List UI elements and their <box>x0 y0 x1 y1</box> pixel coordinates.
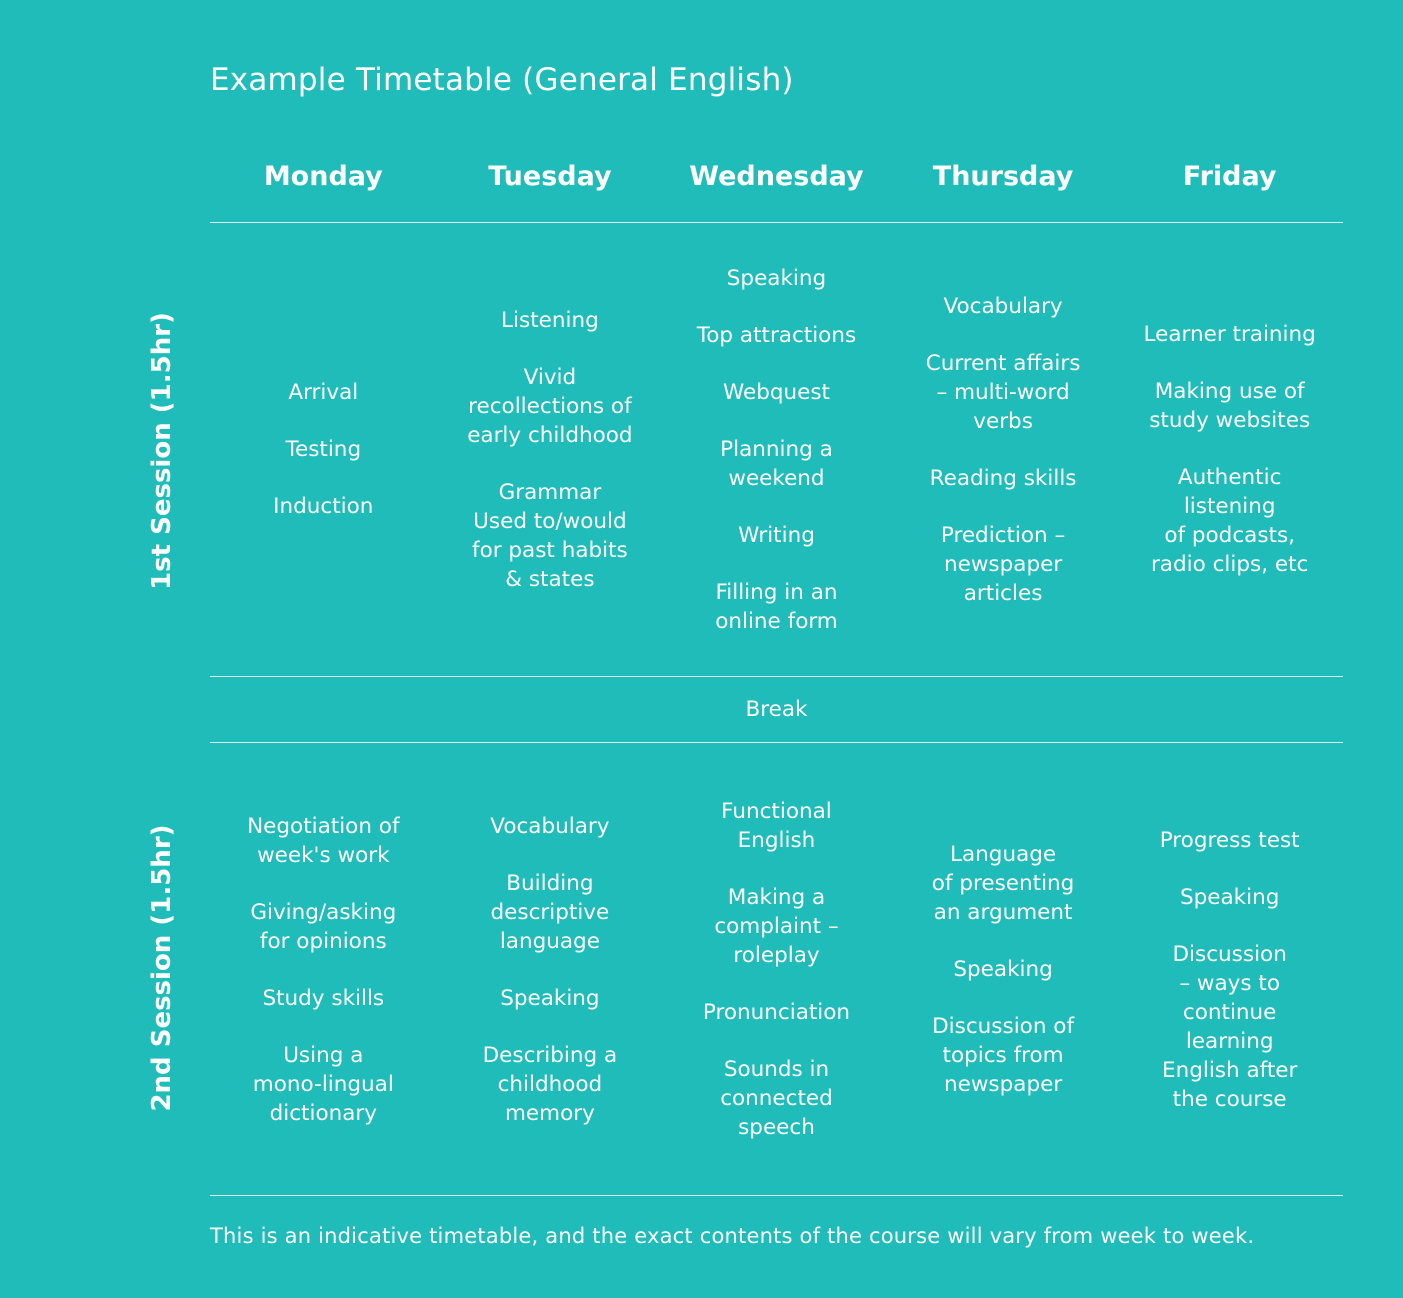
day-header-monday: Monday <box>263 161 383 192</box>
activity-item: Negotiation of week's work <box>247 813 400 868</box>
day-header-row <box>210 155 1343 199</box>
activity-item: Top attractions <box>696 322 857 348</box>
activity-item: Study skills <box>262 985 385 1011</box>
activity-item: Listening <box>501 307 599 333</box>
session-2-label: 2nd Session (1.5hr) <box>147 824 177 1112</box>
session-2-friday-cell <box>1116 743 1343 1196</box>
activity-item: Planning a weekend <box>720 436 833 491</box>
activity-item: Speaking <box>726 265 827 291</box>
activity-item: Authentic listening of podcasts, radio clips, etc <box>1150 465 1309 577</box>
break-label: Break <box>745 697 808 722</box>
activity-item: Prediction – newspaper articles <box>940 522 1066 606</box>
session-1-thursday-cell <box>890 223 1117 676</box>
page-title: Example Timetable (General English) <box>210 62 794 98</box>
activity-item: Webquest <box>722 379 830 405</box>
activity-item: Current affairs – multi-word verbs <box>925 350 1081 434</box>
activity-item: Writing <box>738 522 815 548</box>
activity-item: Arrival <box>288 380 359 405</box>
session-1-row <box>210 223 1343 676</box>
activity-item: Sounds in connected speech <box>720 1057 833 1140</box>
day-header-tuesday: Tuesday <box>488 161 612 192</box>
session-1-wednesday-cell <box>663 223 890 676</box>
divider-footer <box>210 1195 1343 1196</box>
session-2-tuesday-cell <box>437 743 664 1196</box>
day-header-thursday: Thursday <box>932 161 1074 192</box>
footer-note: This is an indicative timetable, and the exact contents of the course will vary from week to week. <box>210 1224 1255 1248</box>
activity-item: Grammar Used to/would for past habits & states <box>472 479 628 592</box>
activity-item: Vocabulary <box>943 293 1063 319</box>
session-1-tuesday-cell <box>437 223 664 676</box>
session-2-wednesday-cell <box>663 743 890 1196</box>
activity-item: Reading skills <box>929 465 1077 491</box>
activity-item: Speaking <box>500 985 600 1011</box>
activity-item: Vocabulary <box>490 813 610 839</box>
activity-item: Discussion – ways to continue learning English after the course <box>1162 941 1298 1112</box>
session-1-friday-cell <box>1116 223 1343 676</box>
session-2-thursday-cell <box>890 743 1117 1196</box>
activity-item: Filling in an online form <box>715 579 838 634</box>
activity-item: Language of presenting an argument <box>931 842 1075 925</box>
activity-item: Progress test <box>1159 827 1300 853</box>
session-1-monday-cell <box>210 223 437 676</box>
activity-item: Discussion of topics from newspaper <box>932 1014 1075 1097</box>
session-2-monday-cell <box>210 743 437 1196</box>
session-2-row <box>210 743 1343 1196</box>
activity-item: Using a mono-lingual dictionary <box>252 1042 394 1126</box>
activity-item: Functional English <box>721 799 832 853</box>
activity-item: Making use of study websites <box>1149 379 1311 433</box>
activity-item: Speaking <box>953 957 1053 982</box>
activity-item: Building descriptive language <box>490 870 610 954</box>
activity-item: Making a complaint – roleplay <box>714 885 839 968</box>
activity-item: Learner training <box>1143 322 1316 347</box>
activity-item: Induction <box>273 494 374 519</box>
session-1-label: 1st Session (1.5hr) <box>147 312 177 590</box>
day-header-friday: Friday <box>1182 161 1277 192</box>
activity-item: Pronunciation <box>702 1000 851 1025</box>
activity-item: Vivid recollections of early childhood <box>467 364 633 448</box>
activity-item: Speaking <box>1179 884 1280 910</box>
activity-item: Testing <box>285 437 362 462</box>
day-header-wednesday: Wednesday <box>689 161 864 192</box>
activity-item: Describing a childhood memory <box>482 1042 618 1126</box>
activity-item: Giving/asking for opinions <box>250 899 397 954</box>
